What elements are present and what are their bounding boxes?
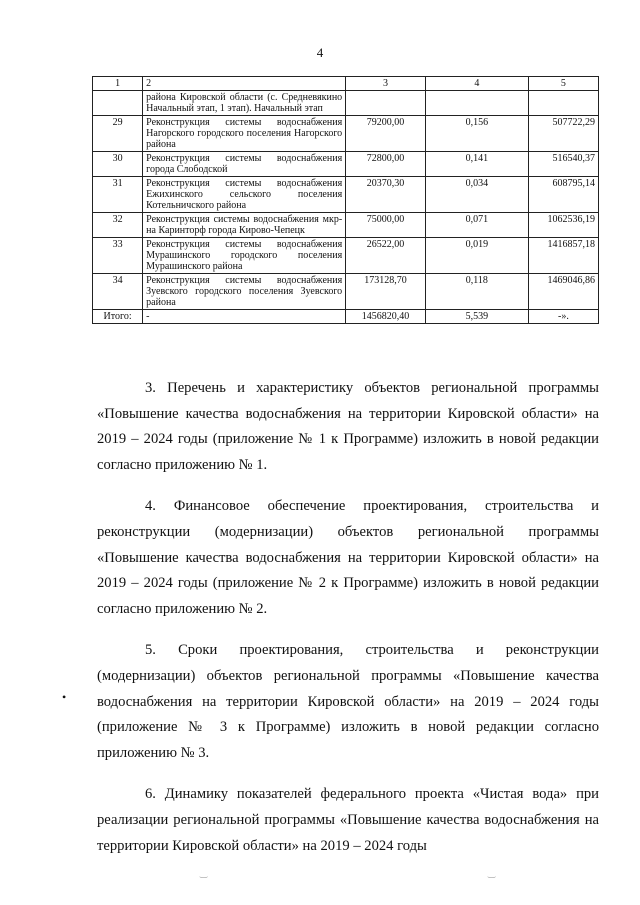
table-body	[93, 77, 599, 324]
cost-value: 26522,00	[346, 238, 426, 274]
table-row	[93, 91, 599, 116]
capacity-value: 0,118	[425, 274, 528, 310]
cost-value: 20370,30	[346, 177, 426, 213]
table-row	[93, 213, 599, 238]
row-number: 31	[93, 177, 143, 213]
row-number: 34	[93, 274, 143, 310]
document-body	[97, 376, 599, 875]
object-name: Реконструкция системы водоснабжения Ежихинского сельского поселения Котельничского района	[143, 177, 346, 213]
indicator-value: 507722,29	[528, 116, 598, 152]
capacity-value: 0,156	[425, 116, 528, 152]
row-number	[93, 91, 143, 116]
footer-mark: ‿	[200, 868, 208, 878]
total-name: -	[143, 310, 346, 324]
object-name: Реконструкция системы водоснабжения Мурашинского городского поселения Мурашинского района	[143, 238, 346, 274]
indicator-value: 1469046,86	[528, 274, 598, 310]
capacity-value: 0,071	[425, 213, 528, 238]
total-capacity: 5,539	[425, 310, 528, 324]
indicator-value: 1062536,19	[528, 213, 598, 238]
cost-value: 79200,00	[346, 116, 426, 152]
page-number: 4	[316, 45, 324, 60]
indicator-value: 1416857,18	[528, 238, 598, 274]
cost-value	[346, 91, 426, 116]
total-cost: 1456820,40	[346, 310, 426, 324]
header-cell: 4	[425, 77, 528, 91]
object-name: Реконструкция системы водоснабжения города Слободской	[143, 152, 346, 177]
footer-mark: ‿	[488, 868, 496, 878]
header-cell: 2	[143, 77, 346, 91]
total-label: Итого:	[93, 310, 143, 324]
row-number: 29	[93, 116, 143, 152]
indicator-value: 516540,37	[528, 152, 598, 177]
object-name: Реконструкция системы водоснабжения Нагорского городского поселения Нагорского района	[143, 116, 346, 152]
paragraph-4: 4. Финансовое обеспечение проектирования, строительства и реконструкции (модернизации) объектов региональной программы «Повышение качества водоснабжения на территории Кировской области» на 2019 – 2024 годы (приложение № 2 к Программе) изложить в новой редакции согласно приложению № 2.	[97, 498, 599, 617]
cost-value: 173128,70	[346, 274, 426, 310]
paragraph-5: 5. Сроки проектирования, строительства и реконструкции (модернизации) объектов региональной программы «Повышение качества водоснабжения на территории Кировской области» на 2019 – 2024 годы (приложение № 3 к Программе) изложить в новой редакции согласно приложению № 3.	[97, 642, 599, 761]
row-number: 32	[93, 213, 143, 238]
indicator-value: 608795,14	[528, 177, 598, 213]
total-indicator: -».	[528, 310, 598, 324]
margin-dot: •	[62, 690, 67, 704]
capacity-value: 0,141	[425, 152, 528, 177]
header-cell: 3	[346, 77, 426, 91]
cost-value: 72800,00	[346, 152, 426, 177]
indicator-value	[528, 91, 598, 116]
table-header-row	[93, 77, 599, 91]
paragraph-6: 6. Динамику показателей федерального проекта «Чистая вода» при реализации региональной программы «Повышение качества водоснабжения на территории Кировской области» на 2019 – 2024 годы	[97, 786, 599, 854]
header-cell: 5	[528, 77, 598, 91]
cost-value: 75000,00	[346, 213, 426, 238]
row-number: 30	[93, 152, 143, 177]
object-name: Реконструкция системы водоснабжения мкр-на Каринторф города Кирово-Чепецк	[143, 213, 346, 238]
objects-table	[92, 76, 599, 324]
table-row	[93, 238, 599, 274]
row-number: 33	[93, 238, 143, 274]
capacity-value: 0,019	[425, 238, 528, 274]
total-row	[93, 310, 599, 324]
table-row	[93, 177, 599, 213]
capacity-value: 0,034	[425, 177, 528, 213]
capacity-value	[425, 91, 528, 116]
table-row	[93, 274, 599, 310]
object-name: района Кировской области (с. Средневякино Начальный этап, 1 этап). Начальный этап	[143, 91, 346, 116]
paragraph-3: 3. Перечень и характеристику объектов региональной программы «Повышение качества водоснабжения на территории Кировской области» на 2019 – 2024 годы (приложение № 1 к Программе) изложить в новой редакции согласно приложению № 1.	[97, 380, 599, 473]
header-cell: 1	[93, 77, 143, 91]
table-row	[93, 116, 599, 152]
table-row	[93, 152, 599, 177]
object-name: Реконструкция системы водоснабжения Зуевского городского поселения Зуевского района	[143, 274, 346, 310]
